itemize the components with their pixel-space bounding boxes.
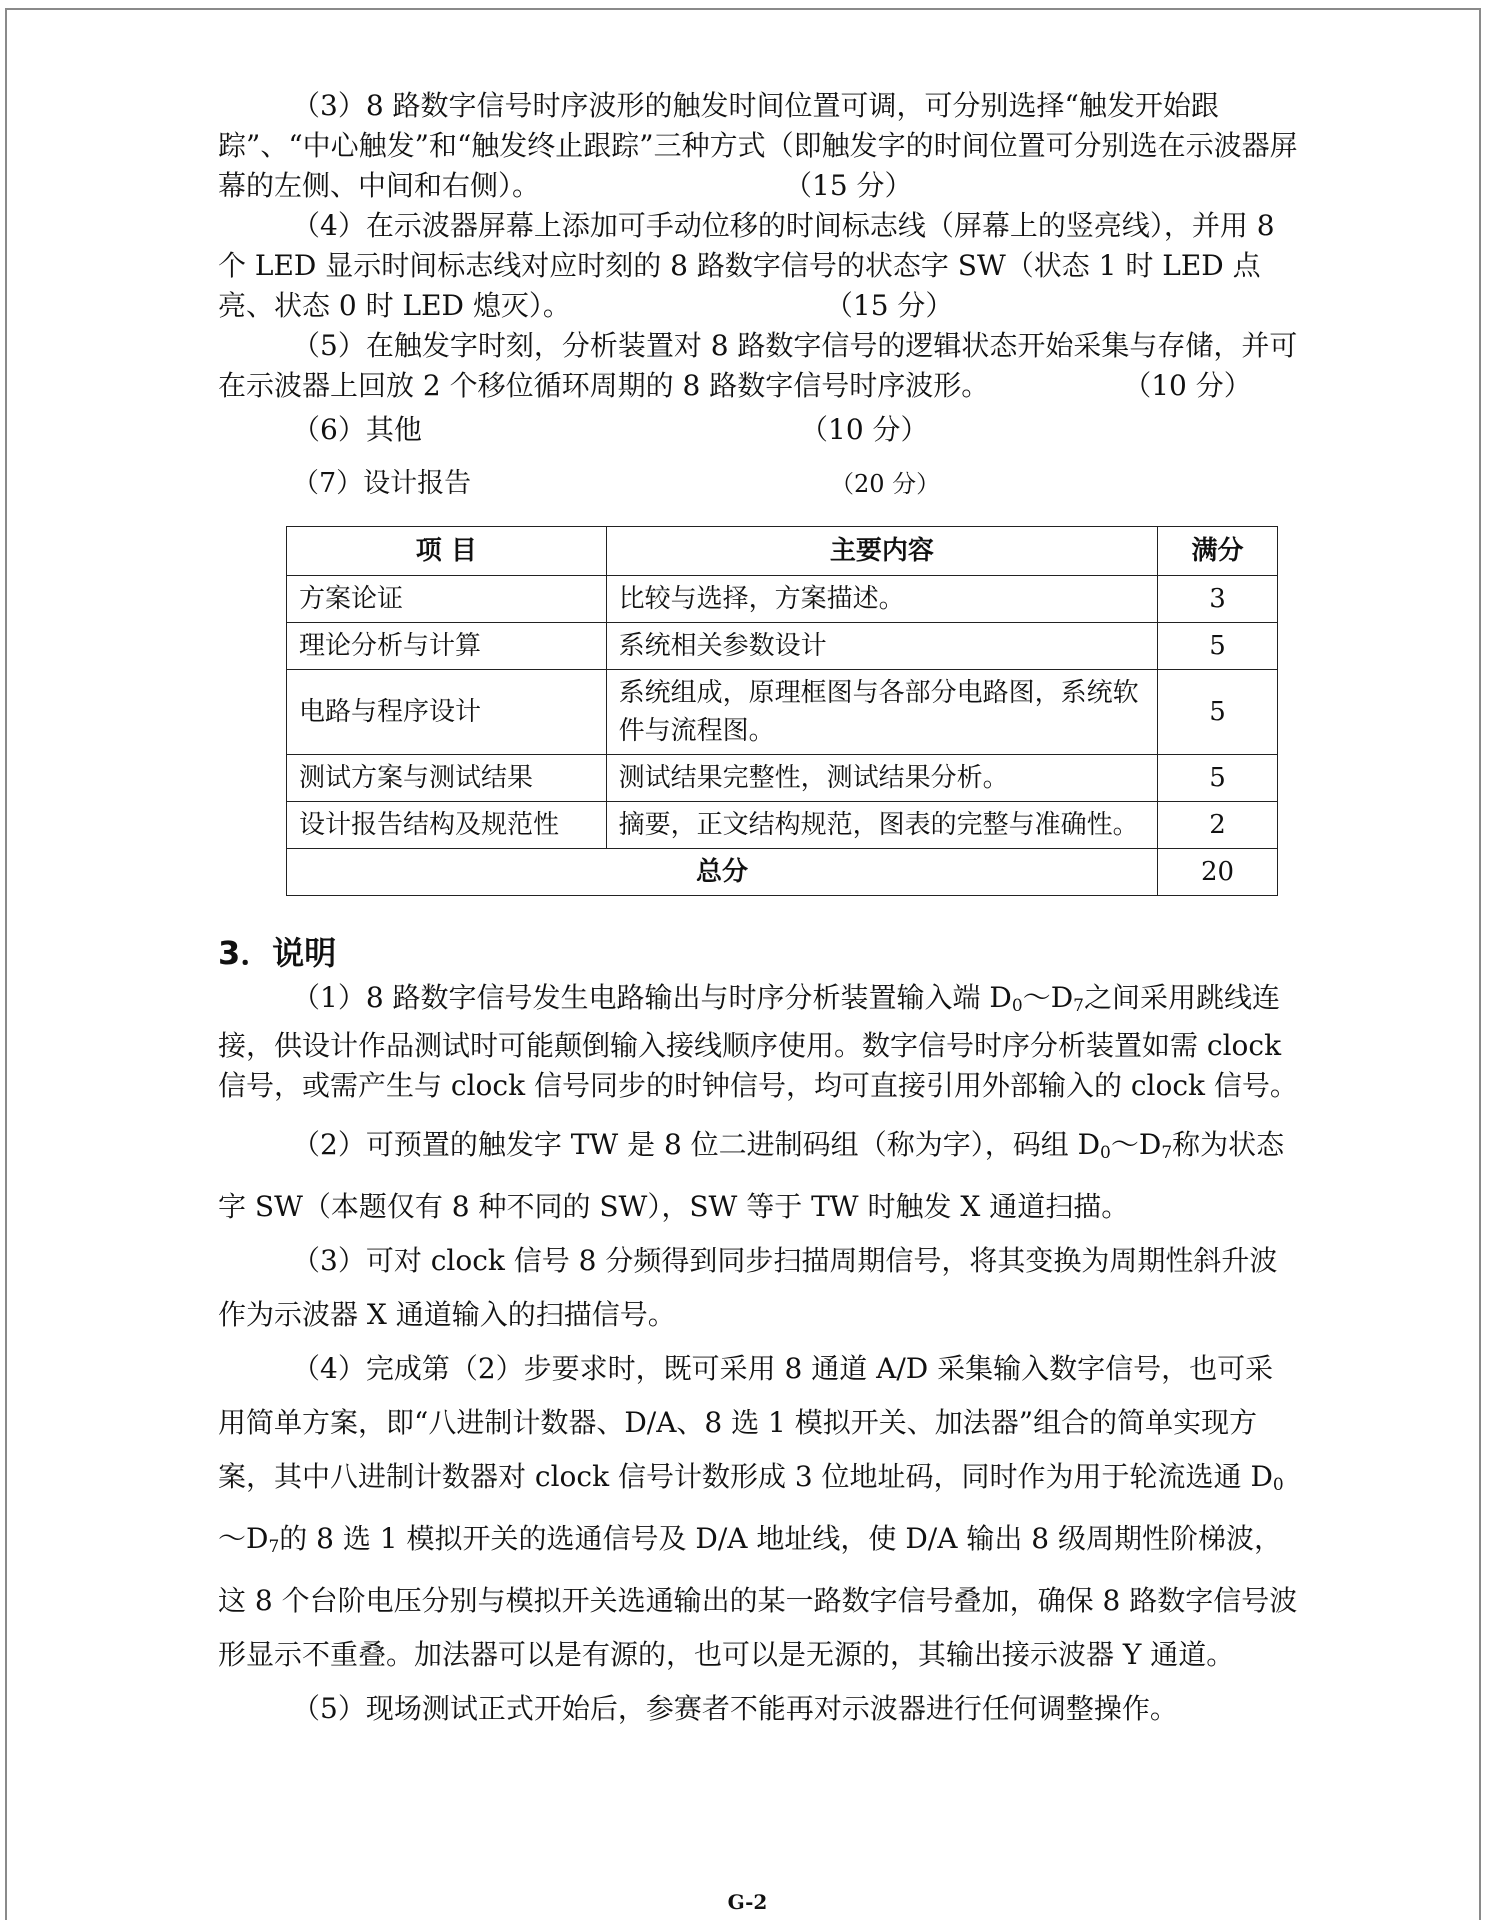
- table-total-row: [287, 849, 1278, 896]
- req-item-3: [218, 86, 1298, 206]
- scoring-table: [286, 526, 1278, 896]
- row-item: 测试方案与测试结果: [287, 755, 607, 802]
- note-1-text-a: （1）8 路数字信号发生电路输出与时序分析装置输入端 D: [292, 981, 1012, 1014]
- note-1-tilde: ～D: [1022, 981, 1074, 1014]
- table-row: [287, 755, 1278, 802]
- row-score: 2: [1158, 802, 1278, 849]
- header-item: 项 目: [287, 527, 607, 576]
- note-2-tilde: ～D: [1110, 1128, 1162, 1161]
- note-2-sub-0: 0: [1100, 1143, 1111, 1163]
- row-content: 测试结果完整性，测试结果分析。: [606, 755, 1157, 802]
- note-4-text-a: （4）完成第（2）步要求时，既可采用 8 通道 A/D 采集输入数字信号，也可采用简单方案，即“八进制计数器、D/A、8 选 1 模拟开关、加法器”组合的简单实现方案，其中八进制计数器对 clock 信号计数形成 3 位地址码，同时作为用于轮流选通 D: [218, 1352, 1274, 1493]
- row-content: 系统相关参数设计: [606, 623, 1157, 670]
- req-item-7-score: （20 分）: [830, 470, 941, 498]
- row-item: 电路与程序设计: [287, 670, 607, 755]
- req-item-6-text: （6）其他: [292, 413, 422, 446]
- total-score: 20: [1158, 849, 1278, 896]
- note-4-text-b: 的 8 选 1 模拟开关的选通信号及 D/A 地址线，使 D/A 输出 8 级周期性阶梯波，这 8 个台阶电压分别与模拟开关选通输出的某一路数字信号叠加，确保 8 路数字信号波形显示不重叠。加法器可以是有源的，也可以是无源的，其输出接示波器 Y 通道。: [218, 1522, 1298, 1671]
- note-1: [218, 978, 1298, 1106]
- note-2: [218, 1118, 1298, 1234]
- note-1-sub-7: 7: [1073, 996, 1084, 1016]
- note-1-sub-0: 0: [1011, 996, 1023, 1016]
- req-item-5-text: （5）在触发字时刻，分析装置对 8 路数字信号的逻辑状态开始采集与存储，并可在示波器上回放 2 个移位循环周期的 8 路数字信号时序波形。: [218, 329, 1298, 402]
- row-item: 理论分析与计算: [287, 623, 607, 670]
- row-content: 摘要，正文结构规范，图表的完整与准确性。: [606, 802, 1157, 849]
- row-item: 方案论证: [287, 576, 607, 623]
- table-row: [287, 623, 1278, 670]
- row-score: 5: [1158, 755, 1278, 802]
- table-row: [287, 802, 1278, 849]
- req-item-3-text: （3）8 路数字信号时序波形的触发时间位置可调，可分别选择“触发开始跟踪”、“中心触发”和“触发终止跟踪”三种方式（即触发字的时间位置可分别选在示波器屏幕的左侧、中间和右侧）。: [218, 89, 1298, 202]
- req-item-6-score: （10 分）: [800, 413, 929, 446]
- req-item-6: [218, 410, 1298, 450]
- note-4-sub-7: 7: [268, 1537, 280, 1557]
- header-score: 满分: [1158, 527, 1278, 576]
- note-5: （5）现场测试正式开始后，参赛者不能再对示波器进行任何调整操作。: [292, 1692, 1178, 1725]
- req-item-7-text: （7）设计报告: [292, 468, 472, 499]
- row-item: 设计报告结构及规范性: [287, 802, 607, 849]
- req-item-5-score: （10 分）: [1123, 369, 1252, 402]
- note-4-sub-0: 0: [1272, 1475, 1284, 1495]
- section-title: 3．说明: [218, 934, 337, 972]
- note-2-sub-7: 7: [1161, 1143, 1173, 1163]
- header-content: 主要内容: [606, 527, 1157, 576]
- req-item-4-text: （4）在示波器屏幕上添加可手动位移的时间标志线（屏幕上的竖亮线），并用 8 个 LED 显示时间标志线对应时刻的 8 路数字信号的状态字 SW（状态 1 时 LED 点亮、状态 0 时 LED 熄灭）。: [218, 209, 1275, 322]
- req-item-4-score: （15 分）: [824, 289, 954, 322]
- req-item-3-score: （15 分）: [784, 169, 913, 202]
- note-2-text-b: 称为状态字 SW（本题仅有 8 种不同的 SW），SW 等于 TW 时触发 X 通道扫描。: [218, 1128, 1285, 1223]
- row-content: 系统组成，原理框图与各部分电路图，系统软件与流程图。: [606, 670, 1157, 755]
- page-number: G-2: [727, 1890, 768, 1914]
- note-1-text-b: 之间采用跳线连接，供设计作品测试时可能颠倒输入接线顺序使用。数字信号时序分析装置如需 clock 信号，或需产生与 clock 信号同步的时钟信号，均可直接引用外部输入的 clock 信号。: [218, 981, 1298, 1102]
- req-item-4: [218, 206, 1298, 326]
- note-2-text-a: （2）可预置的触发字 TW 是 8 位二进制码组（称为字），码组 D: [292, 1128, 1101, 1161]
- note-4: [218, 1342, 1298, 1682]
- table-header-row: [287, 527, 1278, 576]
- req-item-7: [218, 464, 1298, 504]
- row-score: 3: [1158, 576, 1278, 623]
- requirements-block: [218, 86, 1298, 504]
- total-label: 总分: [287, 849, 1158, 896]
- note-3: （3）可对 clock 信号 8 分频得到同步扫描周期信号，将其变换为周期性斜升波作为示波器 X 通道输入的扫描信号。: [218, 1244, 1278, 1331]
- row-score: 5: [1158, 670, 1278, 755]
- table-row: [287, 576, 1278, 623]
- row-score: 5: [1158, 623, 1278, 670]
- notes-block: [218, 978, 1298, 1736]
- table-row: [287, 670, 1278, 755]
- note-4-tilde: ～D: [218, 1522, 269, 1555]
- req-item-5: [218, 326, 1298, 406]
- row-content: 比较与选择，方案描述。: [606, 576, 1157, 623]
